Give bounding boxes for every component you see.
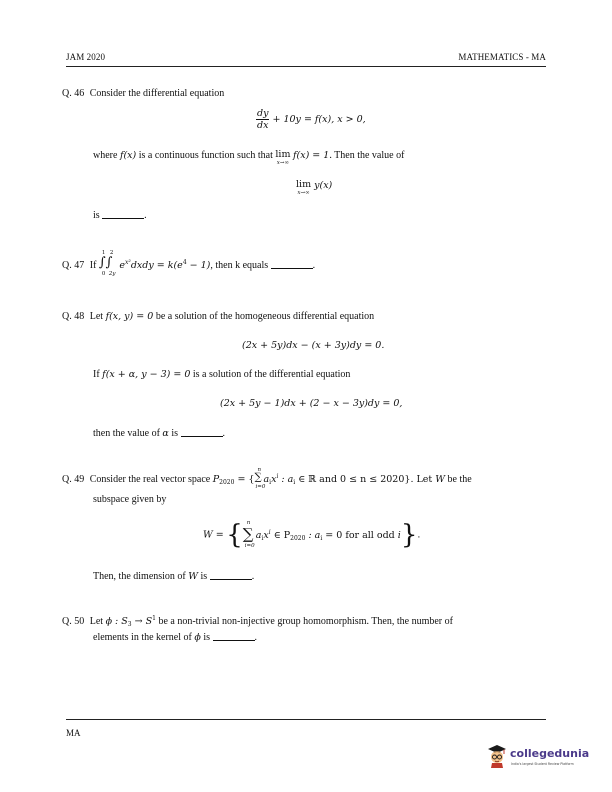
question-48-equation-1: (2x + 5y)dx − (x + 3y)dy = 0.	[242, 340, 385, 351]
math-sup: i	[268, 528, 271, 536]
text: is	[200, 632, 211, 643]
text: is a continuous function such that	[136, 150, 276, 161]
text: is	[168, 428, 179, 439]
math: = 0 for all odd	[322, 529, 398, 541]
text: If	[93, 369, 103, 380]
brand-name: collegedunia	[510, 747, 590, 760]
answer-blank	[210, 571, 252, 580]
lim-sub: x→∞	[276, 160, 290, 166]
text: Let	[89, 616, 106, 627]
math: : a	[305, 529, 321, 541]
math: x	[271, 474, 277, 485]
sum-sign: n ∑ i=0	[254, 467, 266, 490]
math-sup: i	[276, 473, 279, 480]
question-number: Q. 47	[62, 260, 85, 271]
text: Consider the real vector space	[89, 474, 213, 485]
math-alpha: α	[162, 428, 169, 439]
math-sub: i	[269, 479, 272, 486]
equation-rest: + 10y = f(x), x > 0,	[272, 114, 366, 125]
math-sup: x²	[125, 259, 131, 266]
header-left: JAM 2020	[66, 52, 106, 62]
math: x	[263, 529, 269, 541]
math-f: f(x)	[119, 150, 137, 161]
text: where	[93, 150, 120, 161]
int-upper: 2	[109, 250, 114, 256]
fraction-denominator: dx	[257, 120, 269, 131]
text: be a non-trivial non-injective group homomorphism. Then, the number of	[155, 616, 453, 627]
footer-rule	[66, 719, 546, 720]
text: elements in the kernel of	[93, 632, 195, 643]
text: be the	[445, 474, 472, 485]
math: → S	[131, 616, 153, 627]
question-46-equation-2	[296, 180, 332, 196]
question-47: Q. 47 If 1 2 ∫∫ 0 2y $e^{x^2}dxdy = k(e^4 - 1)$, then k equals .	[62, 250, 316, 277]
math-sub: i	[320, 534, 323, 542]
lim: lim	[296, 179, 312, 190]
question-49-equation	[203, 522, 420, 548]
question-number: Q. 50	[62, 616, 85, 627]
math-sub: i	[261, 534, 264, 542]
math: P	[212, 474, 220, 485]
question-46-line2	[93, 150, 404, 166]
math: − 1)	[186, 260, 211, 271]
text: , then k equals	[210, 260, 269, 271]
text: is	[198, 571, 208, 582]
text: If	[89, 260, 97, 271]
question-50-line2: elements in the kernel of ϕ is .	[93, 632, 258, 643]
answer-blank	[213, 632, 255, 641]
math: f(x, y) = 0	[105, 311, 154, 322]
math: ∈ ℝ and 0 ≤ n ≤ 2020}. Let	[295, 474, 436, 485]
integral-sign: ∫∫	[98, 255, 113, 270]
question-number: Q. 49	[62, 474, 85, 485]
question-49-line2: subspace given by	[93, 494, 167, 505]
question-46-line1	[62, 88, 224, 99]
question-text: Consider the differential equation	[89, 88, 225, 99]
int-lower: 0	[101, 271, 106, 277]
math: .	[417, 529, 421, 541]
text: Let	[89, 311, 106, 322]
header-right: MATHEMATICS - MA	[458, 52, 546, 62]
math-sub: 2020	[219, 479, 235, 486]
lim: lim	[275, 149, 291, 160]
right-brace: }	[400, 520, 418, 550]
math: e	[119, 260, 126, 271]
math: i	[397, 529, 401, 541]
lim-sub: x→∞	[297, 190, 310, 196]
question-number: Q. 48	[62, 311, 85, 322]
question-48-line1	[62, 311, 374, 322]
answer-blank	[181, 428, 223, 437]
math: ∈ P	[270, 529, 291, 541]
sum-top: n	[257, 467, 262, 473]
left-brace: {	[226, 520, 243, 550]
math-sub: 2020	[290, 534, 306, 542]
text: be a solution of the homogeneous differential equation	[153, 311, 375, 322]
question-48-line2	[93, 369, 350, 380]
answer-blank	[271, 260, 313, 269]
math: ϕ	[194, 632, 201, 643]
math: W	[188, 571, 199, 582]
question-48-answer-line: then the value of α is .	[93, 428, 226, 439]
sum-bottom: i=0	[244, 543, 255, 549]
math: : a	[278, 474, 294, 485]
text: is	[93, 210, 100, 221]
question-49-answer-line: Then, the dimension of W is .	[93, 571, 255, 582]
math-sup: 1	[152, 615, 156, 622]
math-sub: i	[293, 479, 296, 486]
math: ϕ : S	[105, 616, 128, 627]
math: a	[255, 529, 262, 541]
math: a	[263, 474, 270, 485]
brand-tagline: India's largest Student Review Platform	[511, 762, 574, 766]
question-46-answer-line: is .	[93, 210, 147, 221]
answer-blank	[102, 210, 144, 219]
question-number: Q. 46	[62, 88, 85, 99]
question-50-line1	[62, 615, 453, 628]
int-lower: 2y	[108, 271, 116, 277]
math: W	[435, 474, 446, 485]
question-46-equation-1	[256, 108, 366, 131]
int-upper: 1	[101, 250, 106, 256]
fraction-numerator: dy	[257, 108, 269, 119]
text: Then, the dimension of	[93, 571, 189, 582]
footer-left: MA	[66, 728, 81, 738]
math: dxdy = k(e	[130, 260, 183, 271]
sum-bottom: i=0	[255, 484, 266, 490]
collegedunia-logo-icon	[486, 742, 508, 768]
text: . Then the value of	[329, 150, 405, 161]
math: f(x + α, y − 3) = 0	[102, 369, 191, 380]
header-rule	[66, 66, 546, 67]
sum-sign: n ∑ i=0	[242, 520, 255, 549]
text: then the value of	[93, 428, 163, 439]
math: W =	[203, 529, 224, 541]
math-y: y(x)	[314, 180, 333, 191]
question-48-equation-2: (2x + 5y − 1)dx + (2 − x − 3y)dy = 0,	[220, 398, 403, 409]
math-sup: 4	[182, 259, 187, 266]
text: is a solution of the differential equation	[190, 369, 351, 380]
question-49-line1	[62, 467, 472, 490]
sum-top: n	[246, 520, 251, 526]
math-sub: 3	[127, 621, 132, 628]
math-limit: f(x) = 1	[292, 150, 330, 161]
double-integral	[98, 250, 117, 277]
math: = {	[234, 474, 255, 485]
